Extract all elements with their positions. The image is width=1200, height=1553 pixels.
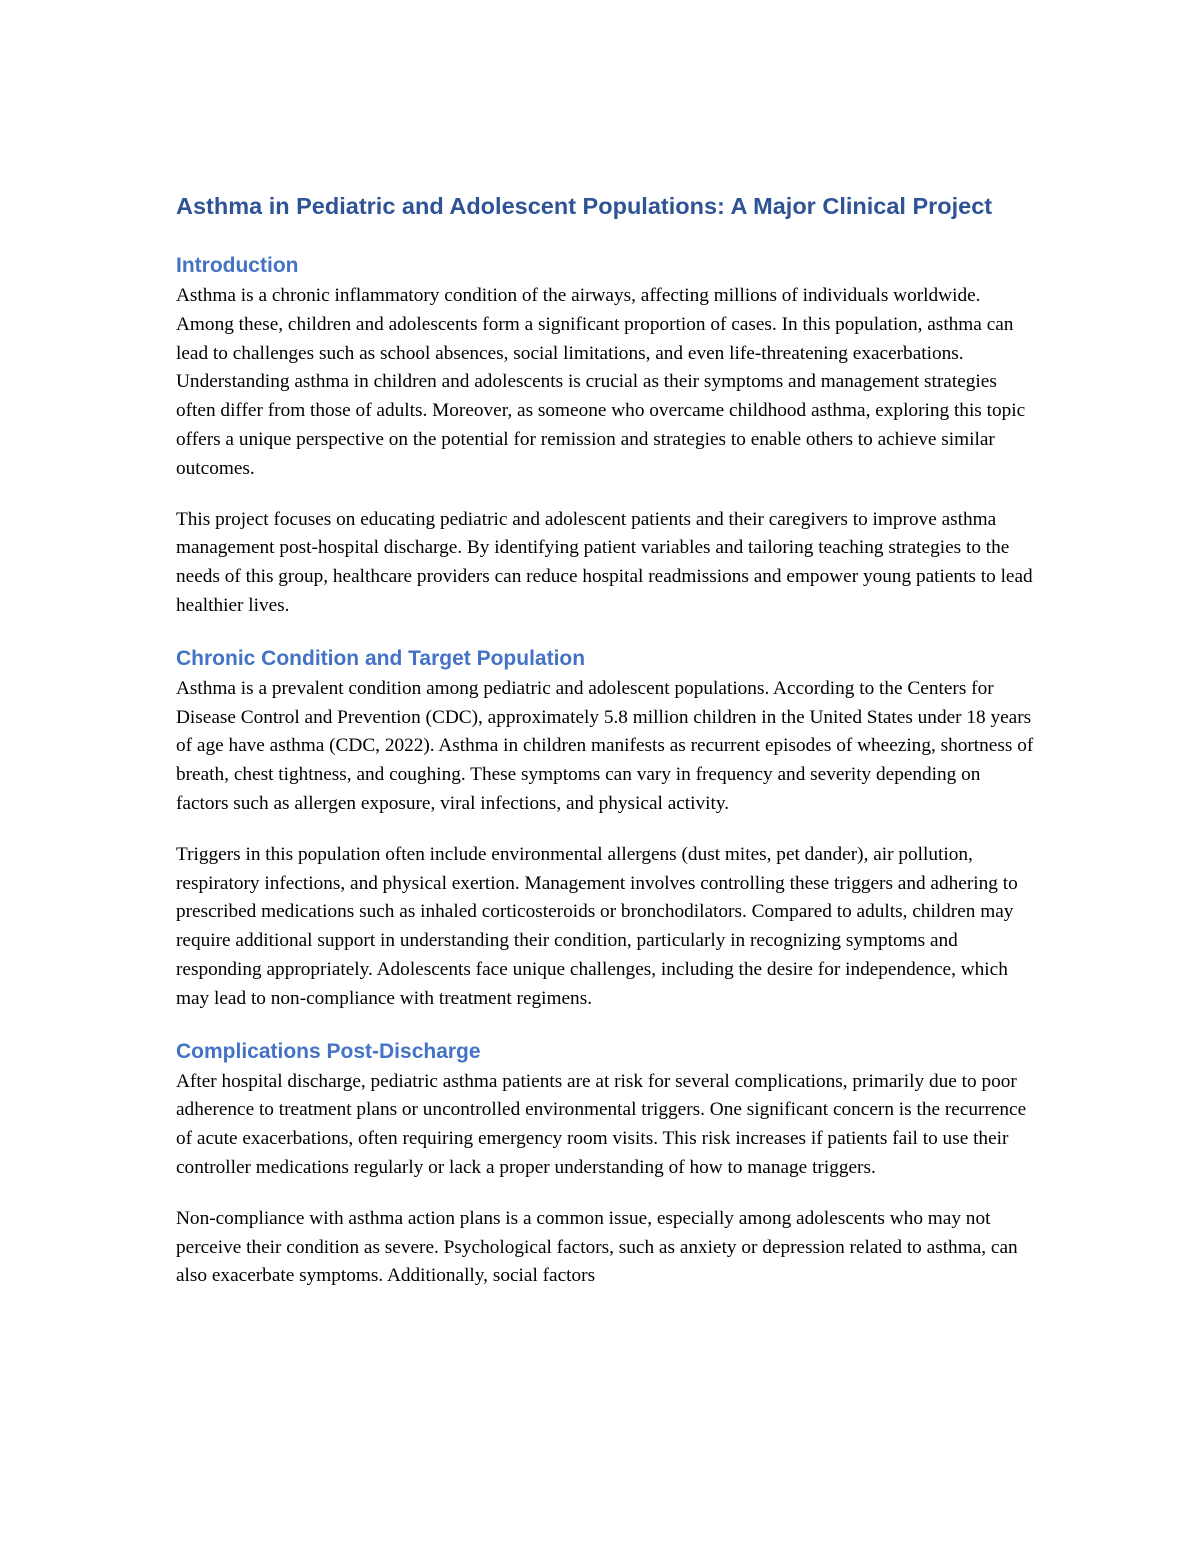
section-introduction — [176, 250, 1036, 621]
section-heading: Chronic Condition and Target Population — [176, 646, 586, 670]
paragraph: After hospital discharge, pediatric asthma patients are at risk for several complications, primarily due to poor adherence to treatment plans or uncontrolled environmental triggers. One significant concern is the recurrence of acute exacerbations, often requiring emergency room visits. This risk increases if patients fail to use their controller medications regularly or lack a proper understanding of how to manage triggers. — [176, 1070, 1027, 1178]
paragraph: Non-compliance with asthma action plans is a common issue, especially among adolescents who may not perceive their condition as severe. Psychological factors, such as anxiety or depression related to asthma, can also exacerbate symptoms. Additionally, social factors — [176, 1207, 1018, 1287]
document-page — [176, 188, 1036, 1313]
section-complications — [176, 1036, 1036, 1292]
paragraph: Asthma is a prevalent condition among pediatric and adolescent populations. According to the Centers for Disease Control and Prevention (CDC), approximately 5.8 million children in the United States under 18 years of age have asthma (CDC, 2022). Asthma in children manifests as recurrent episodes of wheezing, shortness of breath, chest tightness, and coughing. These symptoms can vary in frequency and severity depending on factors such as allergen exposure, viral infections, and physical activity. — [176, 677, 1034, 814]
document-title: Asthma in Pediatric and Adolescent Populations: A Major Clinical Project — [176, 193, 993, 219]
paragraph: This project focuses on educating pediatric and adolescent patients and their caregivers to improve asthma management post-hospital discharge. By identifying patient variables and tailoring teaching strategies to the needs of this group, healthcare providers can reduce hospital readmissions and empower young patients to lead healthier lives. — [176, 508, 1033, 616]
section-heading: Introduction — [176, 254, 299, 277]
section-heading: Complications Post-Discharge — [176, 1039, 481, 1063]
paragraph: Triggers in this population often include environmental allergens (dust mites, pet dander), air pollution, respiratory infections, and physical exertion. Management involves controlling these triggers and adhering to prescribed medications such as inhaled corticosteroids or bronchodilators. Compared to adults, children may require additional support in understanding their condition, particularly in recognizing symptoms and responding appropriately. Adolescents face unique challenges, including the desire for independence, which may lead to non-compliance with treatment regimens. — [176, 843, 1018, 1009]
section-chronic-condition — [176, 643, 1036, 1014]
paragraph: Asthma is a chronic inflammatory condition of the airways, affecting millions of individuals worldwide. Among these, children and adolescents form a significant proportion of cases. In this population, asthma can lead to challenges such as school absences, social limitations, and even life-threatening exacerbations. Understanding asthma in children and adolescents is crucial as their symptoms and management strategies often differ from those of adults. Moreover, as someone who overcame childhood asthma, exploring this topic offers a unique perspective on the potential for remission and strategies to enable others to achieve similar outcomes. — [176, 285, 1026, 479]
